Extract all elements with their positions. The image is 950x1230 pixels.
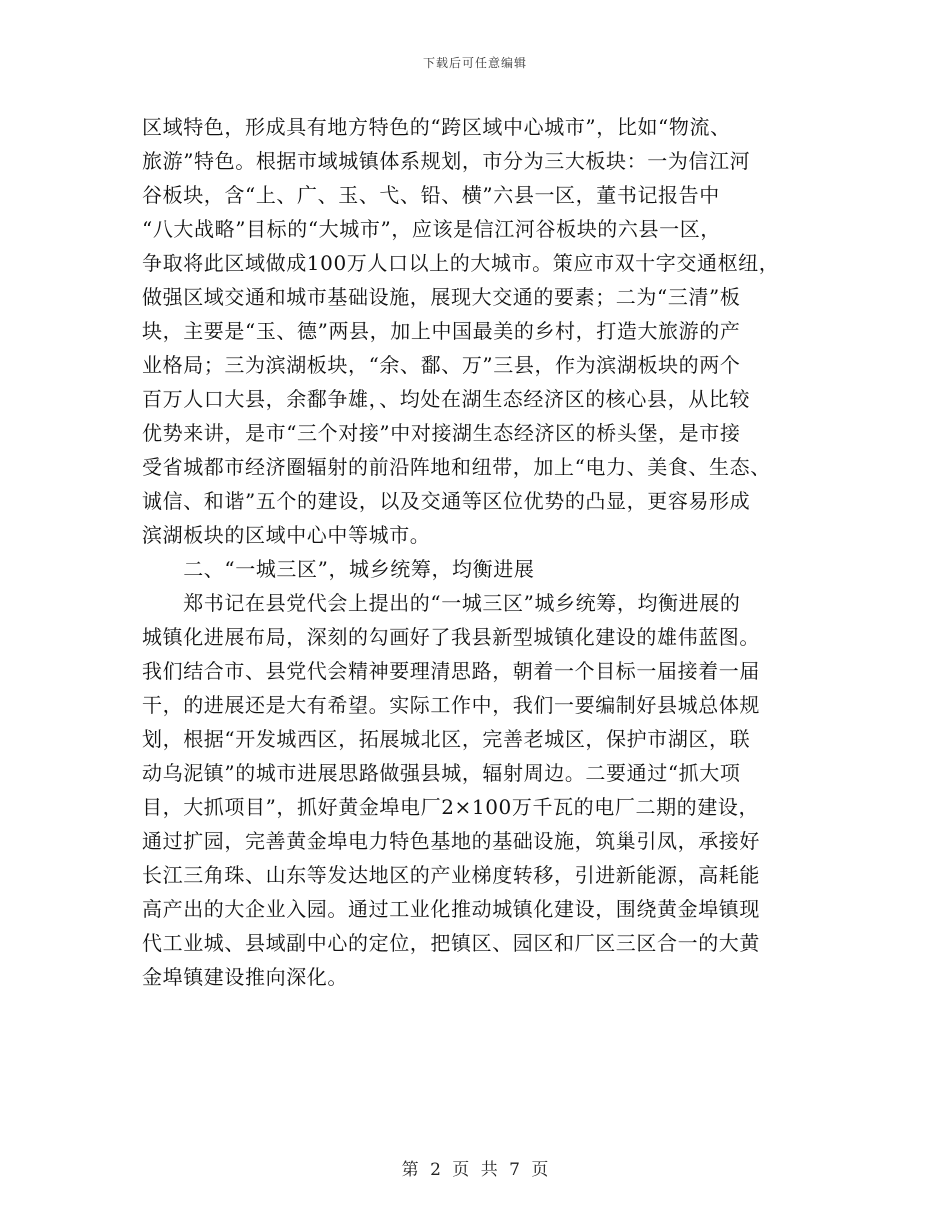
text-line: 谷板块，含“上、广、玉、弋、铅、横”六县一区，董书记报告中 — [142, 183, 720, 207]
text-line: 干，的进展还是大有希望。实际工作中，我们一要编制好县城总体规 — [142, 693, 760, 717]
text-line: 旅游”特色。根据市域城镇体系规划，市分为三大板块：一为信江河 — [142, 149, 751, 173]
text-line: 诚信、和谐”五个的建设，以及交通等区位优势的凸显，更容易形成 — [142, 489, 751, 513]
text-line: 百万人口大县，余鄱争雄，、均处在湖生态经济区的核心县，从比较 — [142, 387, 750, 411]
text-line: 做强区域交通和城市基础设施，展现大交通的要素；二为“三清”板 — [142, 285, 741, 309]
text-line: 动乌泥镇”的城市进展思路做强县城，辐射周边。二要通过“抓大项 — [142, 761, 741, 785]
document-body — [142, 110, 812, 994]
text-line: 长江三角珠、山东等发达地区的产业梯度转移，引进新能源，高耗能 — [142, 863, 760, 887]
text-line: 滨湖板块的区域中心中等城市。 — [142, 523, 431, 547]
text-line: 我们结合市、县党代会精神要理清思路，朝着一个目标一届接着一届 — [142, 659, 760, 683]
text-line: 受省城都市经济圈辐射的前沿阵地和纽带，加上“电力、美食、生态、 — [142, 455, 771, 479]
text-line: 区域特色，形成具有地方特色的“跨区域中心城市”，比如“物流、 — [142, 115, 731, 139]
text-line: 划，根据“开发城西区，拓展城北区，完善老城区，保护市湖区，联 — [142, 727, 751, 751]
text-line: 优势来讲，是市“三个对接”中对接湖生态经济区的桥头堡，是市接 — [142, 421, 741, 445]
page-header: 下载后可任意编辑 — [422, 56, 527, 70]
text-line: 业格局；三为滨湖板块，“余、鄱、万”三县，作为滨湖板块的两个 — [142, 353, 741, 377]
text-line: 代工业城、县域副中心的定位，把镇区、园区和厂区三区合一的大黄 — [142, 931, 760, 955]
text-line: 通过扩园，完善黄金埠电力特色基地的基础设施，筑巢引凤，承接好 — [142, 829, 760, 853]
text-line: 高产出的大企业入园。通过工业化推动城镇化建设，围绕黄金埠镇现 — [142, 897, 760, 921]
text-line: 争取将此区域做成100万人口以上的大城市。策应市双十字交通枢纽， — [142, 251, 780, 275]
text-line: “八大战略”目标的“大城市”，应该是信江河谷板块的六县一区， — [142, 217, 721, 241]
section-heading: 二、“一城三区”，城乡统筹，均衡进展 — [142, 557, 535, 581]
text-line: 金埠镇建设推向深化。 — [142, 965, 348, 989]
text-line: 城镇化进展布局，深刻的勾画好了我县新型城镇化建设的雄伟蓝图。 — [142, 625, 760, 649]
page-number-footer: 第 2 页 共 7 页 — [401, 1160, 549, 1180]
text-line: 郑书记在县党代会上提出的“一城三区”城乡统筹，均衡进展的 — [142, 591, 741, 615]
text-line: 目，大抓项目”，抓好黄金埠电厂2×100万千瓦的电厂二期的建设， — [142, 795, 760, 819]
text-line: 块，主要是“玉、德”两县，加上中国最美的乡村，打造大旅游的产 — [142, 319, 741, 343]
